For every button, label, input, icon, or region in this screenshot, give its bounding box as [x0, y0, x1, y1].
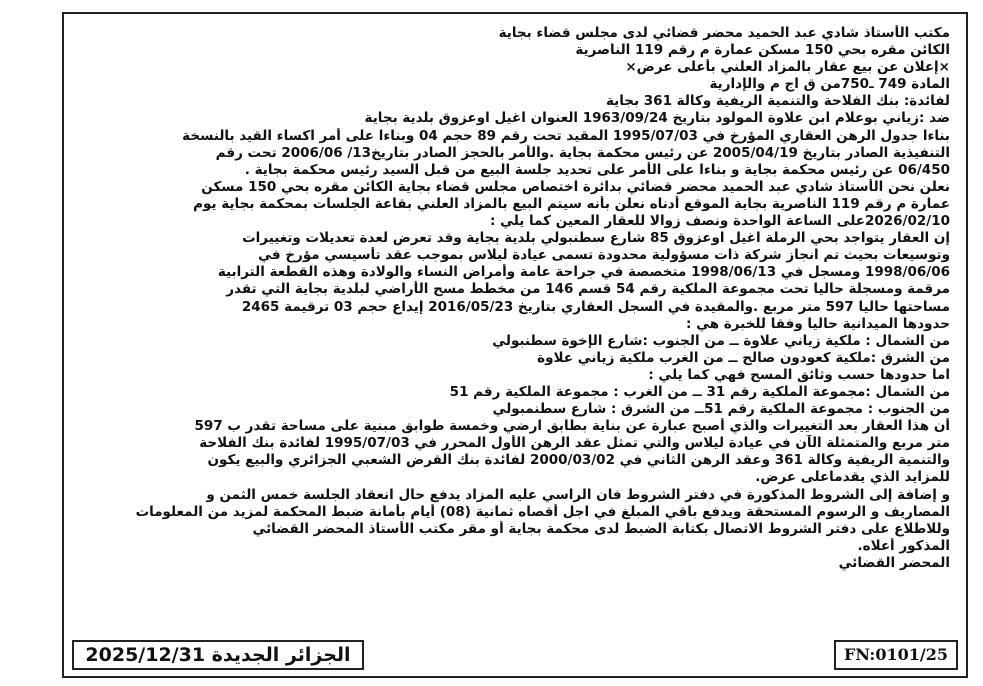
newspaper-date-stamp: الجزائر الجديدة 2025/12/31	[72, 640, 364, 670]
notice-line: 1998/06/06 ومسجل في 1998/06/13 متخصصة في جراحة عامة وأمراض النساء والولادة وهذه القطعة الترابية	[217, 264, 950, 281]
notice-line: مرقمة ومسجلة حاليا تحت مجموعة الملكية رقم 54 قسم 146 من مخطط مسح الأراضي لبلدية بجاية التي تقدر	[226, 281, 950, 298]
notice-line: المحضر القضائي	[838, 554, 950, 571]
notice-line: المصاريف و الرسوم المستحقة ويدفع باقي المبلغ في اجل أقصاه ثمانية (08) أيام بأمانة ضبط المحكمة لمزيد من المعلومات	[135, 503, 950, 520]
notice-line: أن هذا العقار بعد التغييرات والذي أصبح عبارة عن بناية بطابق ارضي وخمسة طوابق مبنية على مساحة تقدر ب 597	[194, 418, 950, 435]
notice-line: اما حدودها حسب وثائق المسح فهي كما يلي :	[648, 366, 950, 383]
notice-line: و إضافة إلى الشروط المذكورة في دفتر الشروط فان الراسي عليه المزاد يدفع حال انعقاد الجلسة خمس الثمن و	[206, 486, 950, 503]
notice-line: عمارة م رقم 119 الناصرية بجاية الموقع أدناه نعلن بأنه سيتم البيع بالمزاد العلني بقاعة الجلسات بمحكمة بجاية يوم	[193, 195, 950, 212]
notice-line: من الجنوب : مجموعة الملكية رقم 51ــ من الشرق : شارع سطنمبولي	[492, 401, 950, 418]
notice-line: التنفيذية الصادر بتاريخ 2005/04/19 عن رئيس محكمة بجاية .والأمر بالحجز الصادر بتاريخ13/ 2006/06 تحت رقم	[215, 144, 950, 161]
notice-line: من الشمال :مجموعة الملكية رقم 31 ــ من الغرب : مجموعة الملكية رقم 51	[449, 383, 950, 400]
notice-line: 2026/02/10على الساعة الواحدة ونصف زوالا للعقار المعين كما يلي :	[490, 213, 950, 230]
notice-line: والتنمية الريفية وكالة 361 وعقد الرهن الثاني في 2000/03/02 لفائدة بنك القرض الشعبي الجزائري والبيع يكون	[207, 452, 950, 469]
notice-line: مكتب الأستاذ شادي عبد الحميد محضر قضائي لدى مجلس قضاء بجاية	[498, 25, 950, 41]
notice-line: مساحتها حاليا 597 متر مربع .والمقيدة في السجل العقاري بتاريخ 2016/05/23 إيداع حجم 03 ترقيمة 2465	[241, 298, 950, 315]
file-number-box: FN:0101/25	[834, 640, 958, 670]
notice-line: المادة 749 ـ750من ق اج م والإدارية	[709, 76, 950, 93]
notice-line: حدودها الميدانية حاليا وفقا للخبرة هي :	[686, 315, 950, 332]
notice-line: ×إعلان عن بيع عقار بالمزاد العلني بأعلى عرض×	[625, 59, 950, 76]
notice-line: المذكور أعلاه.	[857, 537, 950, 554]
notice-line: ضد :زياني بوعلام ابن علاوة المولود بتاريخ 1963/09/24 العنوان اغيل اوعزوق بلدية بجاية	[364, 110, 950, 127]
notice-body	[74, 25, 950, 572]
notice-line: لفائدة: بنك الفلاحة والتنمية الريفية وكالة 361 بجاية	[605, 93, 950, 110]
notice-line: 06/450 عن رئيس محكمة بجاية و بناءا على الأمر على تحديد جلسة البيع من قبل السيد رئيس محكمة بجاية .	[244, 161, 950, 178]
notice-line: وتوسيعات بحيث تم انجاز شركة ذات مسؤولية محدودة تسمى عيادة ليلاس بموجب عقد تأسيسي مؤرخ في	[258, 247, 950, 264]
notice-line: الكائن مقره بحي 150 مسكن عمارة م رقم 119 الناصرية	[575, 42, 950, 59]
notice-line: إن العقار يتواجد بحي الرملة اغيل اوعزوق 85 شارع سطنبولي بلدية بجاية وقد تعرض لعدة تعديلات وتغييرات	[242, 230, 950, 247]
notice-line: من الشرق :ملكية كعودون صالح ــ من الغرب ملكية زياني علاوة	[537, 349, 950, 366]
notice-line: للمزايد الذي يقدماعلى عرض.	[755, 469, 950, 486]
notice-line: من الشمال : ملكية زياني علاوة ــ من الجنوب :شارع الإخوة سطنبولي	[492, 332, 950, 349]
notice-frame	[62, 12, 968, 678]
notice-line: وللاطلاع على دفتر الشروط الاتصال بكتابة الضبط لدى محكمة بجاية أو مقر مكتب الأستاذ المحضر القضائي	[252, 520, 950, 537]
notice-line: بناءا جدول الرهن العقاري المؤرخ في 1995/07/03 المقيد تحت رقم 89 حجم 04 وبناءا على أمر اكساء القيد بالنسخة	[182, 127, 950, 144]
notice-line: نعلن نحن الأستاذ شادي عبد الحميد محضر قضائي بدائرة اختصاص مجلس قضاء بجاية الكائن مقره بحي 150 مسكن	[201, 178, 950, 195]
notice-line: متر مربع والمتمثلة الآن في عيادة ليلاس والتي تمثل عقد الرهن الأول المحرر في 1995/07/03 لفائدة بنك الفلاحة	[199, 435, 950, 452]
